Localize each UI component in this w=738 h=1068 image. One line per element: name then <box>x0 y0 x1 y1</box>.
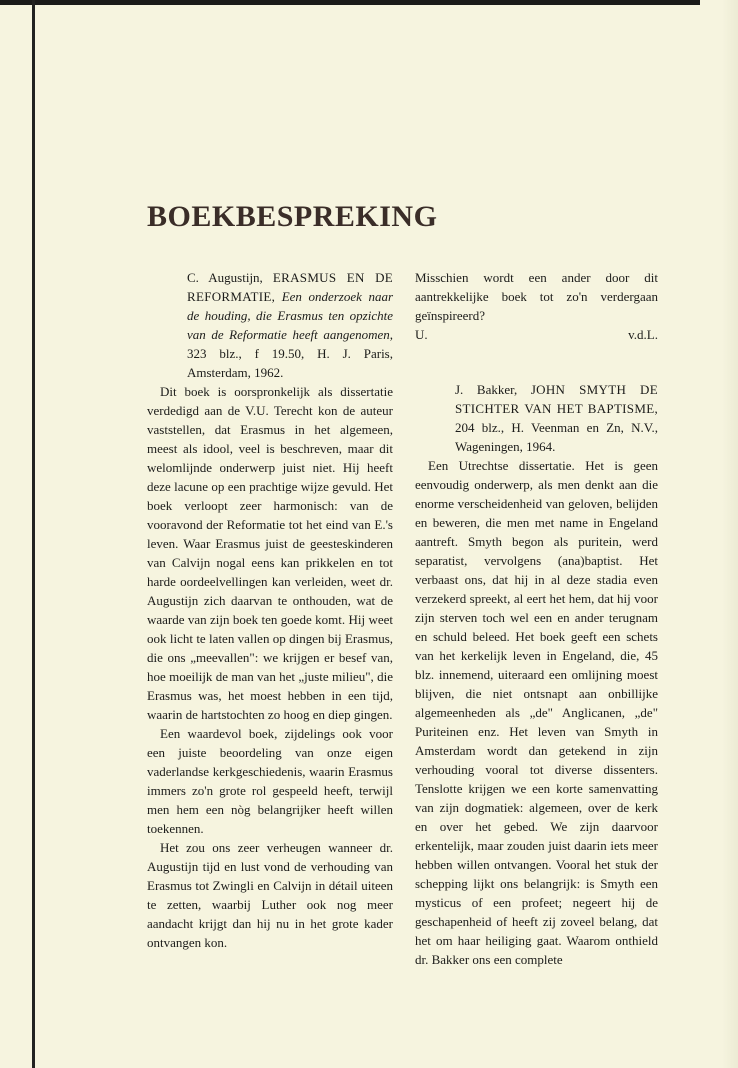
left-column <box>147 268 393 952</box>
review-2-reference <box>415 380 658 456</box>
review-2-paragraph: Een Utrechtse dissertatie. Het is geen eenvoudig onderwerp, als men denkt aan die enorme verscheidenheid van geloven, belijden en beweren, die men met name in Engeland aantreft. Smyth begon als puritein, werd separatist, vervolgens (ana)baptist. Het verbaast ons, dat hij in al deze stadia even verzekerd spreekt, al eert het hem, dat hij voor zijn sterven toch wel een en ander terugnam en schuld beleed. Het boek geeft een schets van het kerkelijk leven in Engeland, die, 45 blz. innemend, uiteraard een omlijning moest blijven, die niet ontsnapt aan onbillijke algemeenheden als „de" Anglicanen, „de" Puriteinen enz. Het leven van Smyth in Amsterdam wordt dan getekend in zijn verhouding vooral tot diverse dissenters. Tenslotte krijgen we een korte samenvatting van zijn dogmatiek: algemeen, over de kerk en over het gebed. We zijn daarvoor erkentelijk, maar zouden juist daarin iets meer hebben willen ontvangen. Vooral het stuk der schepping lijkt ons belangrijk: is Smyth een mysticus of een profeet; negeert hij de geschapenheid of heeft zij zoveel belang, dat het om haar heiliging gaat. Waarom onthield dr. Bakker ons een complete <box>415 458 658 967</box>
review-1-signature-initial: U. <box>415 327 428 342</box>
page-left-edge <box>32 0 35 1068</box>
review-1-reference <box>147 268 393 382</box>
review-1-signature <box>415 325 658 344</box>
review-2-title: JOHN SMYTH DE STICHTER VAN HET BAPTISME, <box>455 382 658 416</box>
review-2-details: 204 blz., H. Veenman en Zn, N.V., Wageningen, 1964. <box>455 420 658 454</box>
review-1-author: C. Augustijn, <box>187 270 263 285</box>
review-2-author: J. Bakker, <box>455 382 518 397</box>
review-1-signature-name: v.d.L. <box>628 327 658 342</box>
page-right-edge <box>722 0 738 1068</box>
review-1-title: ERASMUS EN DE REFORMATIE, <box>187 270 393 304</box>
page-heading: BOEKBESPREKING <box>147 200 438 233</box>
review-1-subtitle: Een onderzoek naar de houding, die Erasmus ten opzichte van de Reformatie heeft aangenomen, <box>187 289 394 342</box>
page-top-edge <box>0 0 700 5</box>
review-1-paragraph-4: Misschien wordt een ander door dit aantrekkelijke boek tot zo'n verdergaan geïnspireerd? <box>415 270 658 323</box>
right-column <box>415 268 658 969</box>
review-1-paragraph-3: Het zou ons zeer verheugen wanneer dr. Augustijn tijd en lust vond de verhouding van Erasmus tot Zwingli en Calvijn in détail uiteen te zetten, waarbij Luther ook nog meer aandacht krijgt dan hij nu in het grote kader ontvangen kon. <box>147 840 393 950</box>
review-1-paragraph-2: Een waardevol boek, zijdelings ook voor een juiste beoordeling van onze eigen vaderlandse kerkgeschiedenis, waarin Erasmus immers zo'n grote rol gespeeld heeft, terwijl men hem een nòg belangrijker heeft willen toekennen. <box>147 726 393 836</box>
review-1-details: 323 blz., f 19.50, H. J. Paris, Amsterdam, 1962. <box>187 346 393 380</box>
review-separator <box>415 344 658 380</box>
review-1-paragraph-1: Dit boek is oorspronkelijk als dissertatie verdedigd aan de V.U. Terecht kon de auteur vaststellen, dat Erasmus in het algemeen, meest als idool, veel is beschreven, maar dit welomlijnde onderwerp juist niet. Hij heeft deze lacune op een prachtige wijze gevuld. Het boek verloopt zeer harmonisch: van de vooravond der Reformatie tot het eind van E.'s leven. Waar Erasmus juist de geesteskinderen van Calvijn nogal eens kan prikkelen en tot harde oordeelvellingen kan verleiden, weet dr. Augustijn zich daarvan te onthouden, wat de waarde van zijn boek ten goede komt. Hij weet ook licht te laten vallen op dingen bij Erasmus, die ons „meevallen": we krijgen er besef van, hoe moeilijk de man van het „juste milieu", die Erasmus was, het moest hebben in een tijd, waarin de hartstochten zo hoog en diep gingen. <box>147 384 393 722</box>
